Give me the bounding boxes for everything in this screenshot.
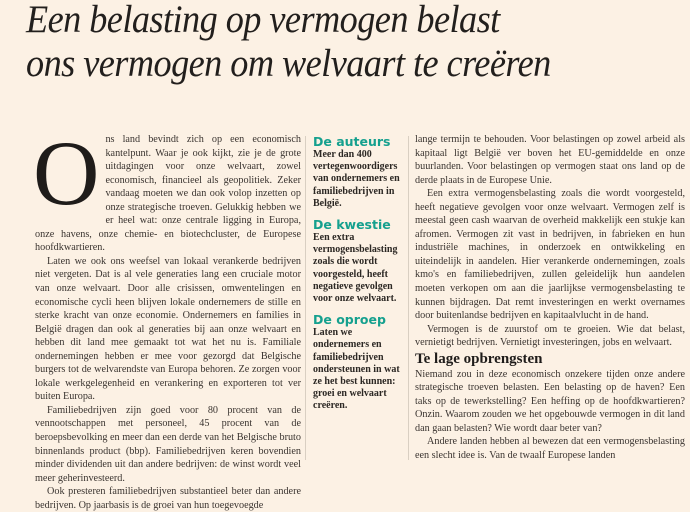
- paragraph: Familiebedrijven zijn goed voor 80 procent van de vennootschappen met personeel, 45 procent van de beroepsbevolking en meer dan een derde van het Belgische bruto binnenlands product (bbp). Familiebedrijven keren bovendien minder dividenden uit dan andere bedrijven: de winst wordt veel meer geherinvesteerd.: [35, 404, 301, 484]
- article-column-left: [33, 122, 301, 512]
- sidebar-text-issue: Een extra vermogensbelasting zoals die wordt voorgesteld, heeft negatieve gevolgen voor onze welvaart.: [313, 232, 398, 305]
- paragraph: Andere landen hebben al bewezen dat een vermogensbelasting een slecht idee is. Van de twaalf Europese landen: [415, 436, 685, 462]
- sidebar-heading-issue: De kwestie: [313, 217, 391, 233]
- headline-line-2: ons vermogen om welvaart te creëren: [26, 42, 551, 85]
- paragraph: Een extra vermogensbelasting zoals die wordt voorgesteld, heeft negatieve gevolgen voor onze welvaart. Vermogen zelf is meestal geen cash waarvan de overheid makkelijk een stukje kan afromen. Vermogen zit vast in bedrijven, in fabrieken en hun industriële machines, in onderzoek en ontwikkeling en uiteindelijk in aandelen. Hier verankerde ondernemingen, zoals kmo's en familiebedrijven, zullen geleidelijk hun aandelen moeten verkopen om aan die jaarlijkse vermogensbelasting te kunnen bijdragen. Dat remt investeringen en werkt overnames door buitenlandse bedrijven en kapitaalvlucht in de hand.: [415, 188, 685, 322]
- headline: [26, 0, 551, 86]
- paragraph: Laten we ook ons weefsel van lokaal verankerde bedrijven niet vergeten. Dat is al vele generaties lang een cruciale motor van onze welvaart. Door alle crisissen, omwentelingen en economische cycli heen blijven lokale ondernemers de stille en sterke kracht van onze economie. Ondernemers en families in België dragen dan ook al generaties bij aan onze welvaart en hebben dit land mee gemaakt tot wat het nu is. Familiale ondernemingen hebben er mee voor gezorgd dat Belgische burgers tot de welvarendste van Europa behoren. Ze zorgen voor lokale werkgelegenheid en verankering en exporteren tot ver buiten Europa.: [35, 255, 301, 403]
- headline-line-1: Een belasting op vermogen belast: [26, 0, 500, 41]
- drop-cap: O: [33, 122, 100, 224]
- article-column-right: [415, 133, 685, 463]
- sidebar-box: [313, 135, 405, 421]
- paragraph: Ons land bevindt zich op een economisch kantelpunt. Waar je ook kijkt, zie je de grote uitdagingen voor onze welvaart, zowel economisch, financieel als geopolitiek. Zeker vandaag moeten we dan ook volop inzetten op onze strategische troeven. Gelukkig hebben we er heel wat: onze centrale ligging in Europa, onze havens, onze chemie- en biotechcluster, de Europese hoofdkwartieren.: [33, 122, 301, 254]
- sidebar-heading-authors: De auteurs: [313, 134, 391, 149]
- column-divider: [408, 136, 409, 460]
- paragraph: lange termijn te behouden. Voor belastingen op zowel arbeid als kapitaal ligt België ver boven het EU-gemiddelde en onze buurlanden. Voor belastingen op vermogen staat ons land op de derde plaats in de Europese Unie.: [415, 134, 685, 186]
- subheading: Te lage opbrengsten: [415, 350, 543, 367]
- paragraph: Ook presteren familiebedrijven substantieel beter dan andere bedrijven. Op jaarbasis is de groei van hun toegevoegde: [35, 486, 301, 511]
- sidebar-heading-call: De oproep: [313, 312, 386, 328]
- paragraph: Vermogen is de zuurstof om te groeien. Wie dat belast, vernietigt bedrijven. Vernietigt investeringen, jobs en welvaart.: [415, 323, 685, 349]
- column-divider: [305, 136, 306, 460]
- sidebar-text-authors: Meer dan 400 vertegenwoordigers van ondernemers en familiebedrijven in België.: [313, 149, 400, 209]
- sidebar-text-call: Laten we ondernemers en familiebedrijven ondersteunen in wat ze het best kunnen: groei en welvaart creëren.: [313, 327, 400, 412]
- paragraph: Niemand zou in deze economisch onzekere tijden onze andere strategische troeven belasten. Een belasting op de haven? Een taks op de tewerkstelling? Een heffing op de hoofdkwartieren? Onzin. Waarom zouden we het opgebouwde vermogen in dit land dan gaan belasten? Wie wordt daar beter van?: [415, 368, 685, 434]
